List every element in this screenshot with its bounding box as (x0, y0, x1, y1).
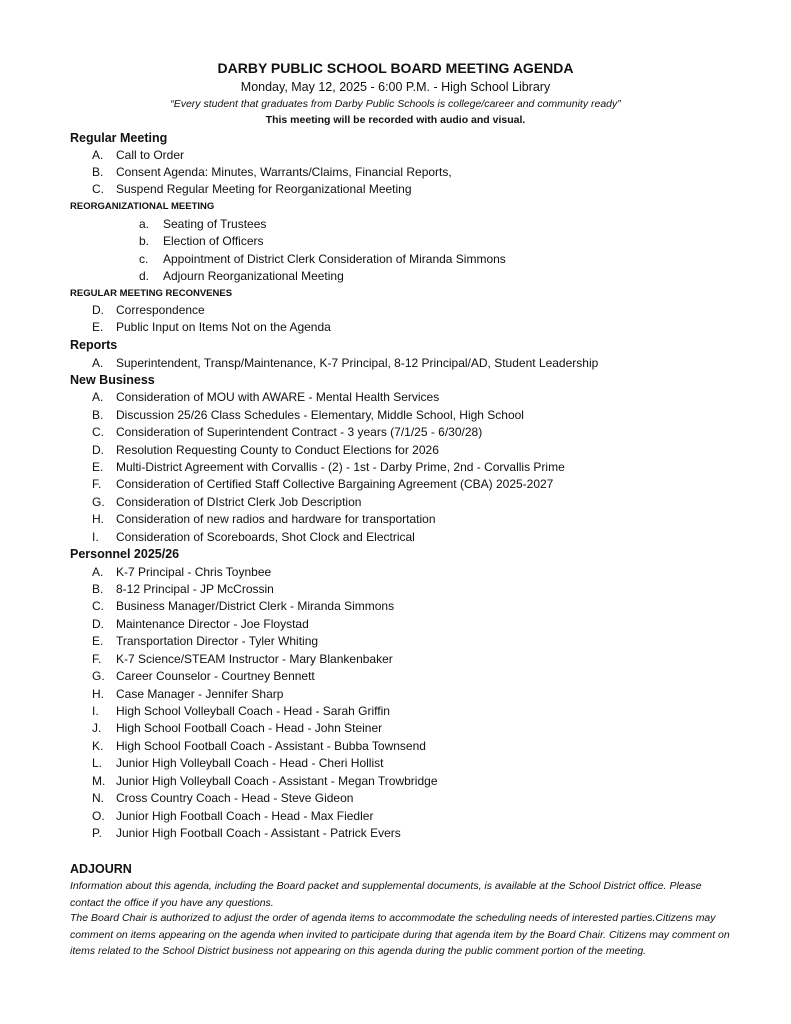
item-letter: G. (92, 669, 105, 683)
item-letter: c. (139, 252, 149, 266)
section-heading-personnel: Personnel 2025/26 (70, 547, 180, 561)
item-text: Business Manager/District Clerk - Miranda Simmons (116, 599, 395, 613)
item-letter: F. (92, 477, 102, 491)
item-letter: I. (92, 704, 99, 718)
footer-note-info: Information about this agenda, including the Board packet and supplemental documents, is available at the School District office. Please contact the office if you have any questions. (70, 880, 702, 909)
item-text: Case Manager - Jennifer Sharp (116, 687, 284, 701)
item-text: Call to Order (116, 148, 185, 162)
item-letter: P. (92, 826, 102, 840)
item-text: Consideration of Scoreboards, Shot Clock and Electrical (116, 530, 415, 544)
item-text: High School Football Coach - Head - John Steiner (116, 721, 383, 735)
item-text: Consideration of Certified Staff Collective Bargaining Agreement (CBA) 2025-2027 (116, 477, 554, 491)
item-text: Career Counselor - Courtney Bennett (116, 669, 315, 683)
item-text: 8-12 Principal - JP McCrossin (116, 582, 274, 596)
item-letter: N. (92, 791, 104, 805)
meeting-date-location: Monday, May 12, 2025 - 6:00 P.M. - High School Library (240, 80, 551, 94)
item-letter: D. (92, 443, 104, 457)
item-text: Consideration of DIstrict Clerk Job Description (116, 495, 362, 509)
item-letter: A. (92, 356, 104, 370)
item-text: Consideration of MOU with AWARE - Mental Health Services (116, 390, 440, 404)
item-letter: A. (92, 390, 104, 404)
item-text: Discussion 25/26 Class Schedules - Elementary, Middle School, High School (116, 408, 524, 422)
item-text: Suspend Regular Meeting for Reorganizational Meeting (116, 182, 412, 196)
item-letter: B. (92, 165, 104, 179)
item-letter: K. (92, 739, 104, 753)
item-letter: H. (92, 512, 104, 526)
mission-statement: “Every student that graduates from Darby Public Schools is college/career and community ready” (170, 98, 621, 110)
item-text: Appointment of District Clerk Consideration of Miranda Simmons (163, 252, 506, 266)
item-letter: a. (139, 217, 150, 231)
section-heading-reconvenes: REGULAR MEETING RECONVENES (70, 288, 233, 299)
footer-note-board-chair: The Board Chair is authorized to adjust the order of agenda items to accommodate the scheduling needs of interested parties.Citizens may comment on items appearing on the agenda when invited to participate during that agenda item by the Board Chair. Citizens may comment on items related to the School District business not appearing on this agenda during the public comment portion of the meeting. (70, 912, 730, 957)
item-text: Superintendent, Transp/Maintenance, K-7 Principal, 8-12 Principal/AD, Student Leadership (116, 356, 599, 370)
item-letter: A. (92, 565, 104, 579)
item-text: Election of Officers (163, 234, 264, 248)
section-heading-reports: Reports (70, 338, 118, 352)
item-text: Consideration of new radios and hardware for transportation (116, 512, 436, 526)
item-letter: B. (92, 408, 104, 422)
item-text: Consent Agenda: Minutes, Warrants/Claims, Financial Reports, (116, 165, 452, 179)
item-letter: J. (92, 721, 102, 735)
item-letter: b. (139, 234, 150, 248)
recording-notice: This meeting will be recorded with audio and visual. (265, 114, 526, 126)
item-text: Seating of Trustees (163, 217, 267, 231)
item-letter: d. (139, 269, 150, 283)
item-letter: F. (92, 652, 102, 666)
item-text: Maintenance Director - Joe Floystad (116, 617, 309, 631)
item-letter: C. (92, 182, 104, 196)
item-text: Public Input on Items Not on the Agenda (116, 320, 331, 334)
item-text: Transportation Director - Tyler Whiting (116, 634, 319, 648)
item-letter: D. (92, 617, 104, 631)
item-letter: G. (92, 495, 105, 509)
item-letter: C. (92, 425, 104, 439)
item-letter: O. (92, 809, 105, 823)
item-letter: B. (92, 582, 104, 596)
item-text: High School Volleyball Coach - Head - Sarah Griffin (116, 704, 390, 718)
section-heading-new-business: New Business (70, 373, 155, 387)
item-text: Resolution Requesting County to Conduct Elections for 2026 (116, 443, 439, 457)
item-text: Junior High Football Coach - Assistant - Patrick Evers (116, 826, 401, 840)
item-letter: L. (92, 756, 103, 770)
item-letter: A. (92, 148, 104, 162)
item-text: Adjourn Reorganizational Meeting (163, 269, 344, 283)
item-letter: E. (92, 634, 104, 648)
item-letter: D. (92, 303, 104, 317)
section-heading-regular-meeting: Regular Meeting (70, 131, 168, 145)
item-text: K-7 Science/STEAM Instructor - Mary Blankenbaker (116, 652, 393, 666)
item-letter: M. (92, 774, 106, 788)
item-letter: C. (92, 599, 104, 613)
section-heading-reorganizational: REORGANIZATIONAL MEETING (70, 201, 215, 212)
item-text: Cross Country Coach - Head - Steve Gideon (116, 791, 354, 805)
item-letter: H. (92, 687, 104, 701)
adjourn-heading: ADJOURN (70, 862, 132, 876)
item-text: Junior High Volleyball Coach - Head - Cheri Hollist (116, 756, 384, 770)
item-letter: I. (92, 530, 99, 544)
page-title: DARBY PUBLIC SCHOOL BOARD MEETING AGENDA (217, 60, 574, 76)
item-letter: E. (92, 320, 104, 334)
item-text: Junior High Football Coach - Head - Max Fiedler (116, 809, 374, 823)
item-text: High School Football Coach - Assistant - Bubba Townsend (116, 739, 426, 753)
item-text: K-7 Principal - Chris Toynbee (116, 565, 272, 579)
item-text: Junior High Volleyball Coach - Assistant - Megan Trowbridge (116, 774, 438, 788)
item-text: Consideration of Superintendent Contract - 3 years (7/1/25 - 6/30/28) (116, 425, 483, 439)
item-letter: E. (92, 460, 104, 474)
item-text: Correspondence (116, 303, 205, 317)
item-text: Multi-District Agreement with Corvallis - (2) - 1st - Darby Prime, 2nd - Corvallis Prime (116, 460, 565, 474)
